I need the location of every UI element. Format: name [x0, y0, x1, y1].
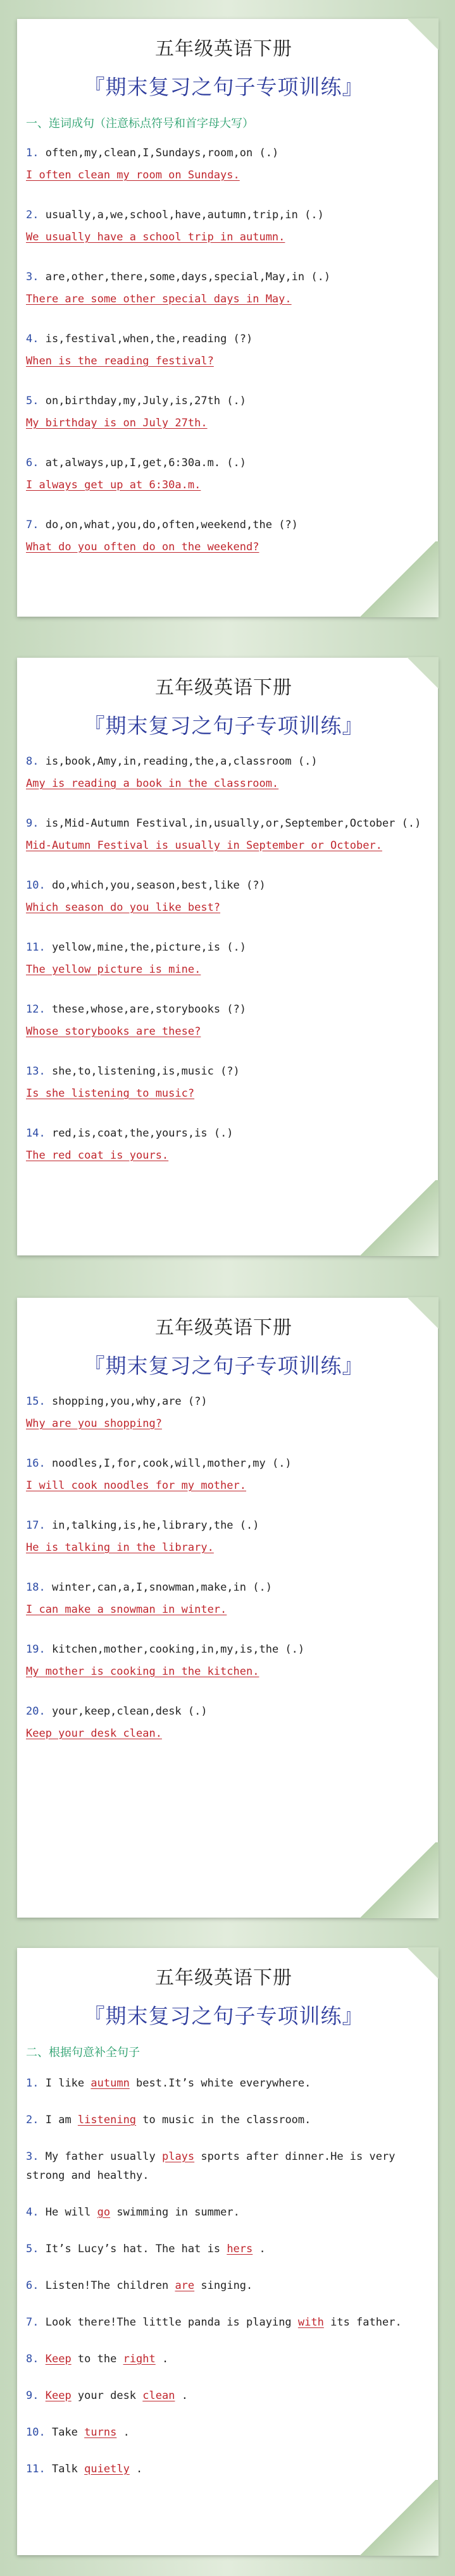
filled-word: quietly [84, 2463, 130, 2475]
question-words [26, 331, 421, 348]
answer-sentence: Keep your desk clean. [26, 1727, 162, 1740]
question-words [26, 207, 421, 224]
question-words [26, 939, 421, 956]
page-title: 五年级英语下册 [155, 1317, 292, 1339]
question-number: 3. [26, 271, 39, 283]
filled-word: plays [161, 2150, 195, 2163]
fill-in-item [26, 2276, 421, 2295]
scrambled-words: do,on,what,you,do,often,weekend,the (?) [45, 519, 298, 531]
scrambled-words: at,always,up,I,get,6:30a.m. (.) [45, 457, 247, 469]
question-words [26, 1579, 421, 1596]
page-subtitle: 『期末复习之句子专项训练』 [84, 713, 364, 738]
answer-sentence: I often clean my room on Sundays. [26, 169, 240, 182]
question-words [26, 393, 421, 410]
fill-in-item [26, 2313, 421, 2332]
sentence-after: . [116, 2426, 130, 2439]
answer-sentence: Amy is reading a book in the classroom. [26, 777, 279, 790]
question-item [26, 455, 421, 494]
question-number: 11. [26, 941, 46, 954]
fill-in-item [26, 2350, 421, 2369]
question-number: 15. [26, 1395, 46, 1408]
scrambled-words: is,festival,when,the,reading (?) [45, 333, 253, 345]
filled-word: Keep [45, 2389, 72, 2402]
answer-sentence: I can make a snowman in winter. [26, 1603, 227, 1616]
answer-sentence: The red coat is yours. [26, 1149, 169, 1162]
page-subtitle: 『期末复习之句子专项训练』 [84, 2004, 364, 2028]
sentence-before: Take [51, 2426, 85, 2439]
filled-word-2: right [123, 2353, 156, 2365]
question-item [26, 517, 421, 556]
scrambled-words: is,book,Amy,in,reading,the,a,classroom (.) [45, 755, 318, 768]
question-words [26, 1641, 421, 1658]
question-number: 12. [26, 1003, 46, 1016]
worksheet-page-3 [17, 1298, 438, 1918]
fill-in-item [26, 2423, 421, 2442]
question-item [26, 331, 421, 370]
question-item [26, 815, 421, 854]
question-number: 4. [26, 2206, 39, 2219]
scrambled-words: usually,a,we,school,have,autumn,trip,in (.) [45, 209, 324, 221]
question-item [26, 207, 421, 246]
scrambled-words: she,to,listening,is,music (?) [51, 1065, 240, 1078]
sentence-after: . [175, 2389, 188, 2402]
question-words [26, 269, 421, 286]
scrambled-words: shopping,you,why,are (?) [51, 1395, 208, 1408]
question-number: 2. [26, 2114, 39, 2126]
question-item [26, 1517, 421, 1556]
section-1-heading: 一、连词成句（注意标点符号和首字母大写） [26, 117, 254, 130]
sentence-after: . [129, 2463, 143, 2475]
answer-sentence: The yellow picture is mine. [26, 963, 201, 976]
question-number: 7. [26, 519, 39, 531]
sentence-before: Talk [51, 2463, 85, 2475]
question-item [26, 1641, 421, 1680]
question-item [26, 145, 421, 184]
sentence-after: . [252, 2243, 266, 2255]
answer-sentence: Is she listening to music? [26, 1087, 195, 1100]
sentence-middle: your desk [71, 2389, 143, 2402]
answer-sentence: There are some other special days in May. [26, 293, 292, 305]
filled-word: turns [84, 2426, 117, 2439]
question-number: 6. [26, 457, 39, 469]
answer-sentence: Mid-Autumn Festival is usually in September or October. [26, 839, 382, 852]
scrambled-words: do,which,you,season,best,like (?) [51, 879, 266, 892]
question-item [26, 1703, 421, 1742]
filled-word: autumn [90, 2077, 130, 2090]
question-words [26, 753, 421, 770]
fill-in-list [26, 2074, 421, 2479]
worksheet-page-4 [17, 1948, 438, 2555]
question-number: 5. [26, 2243, 39, 2255]
question-number: 17. [26, 1519, 46, 1532]
page-subtitle: 『期末复习之句子专项训练』 [84, 75, 364, 99]
question-words [26, 1703, 421, 1720]
fill-in-item [26, 2460, 421, 2479]
question-number: 14. [26, 1127, 46, 1140]
question-words [26, 1001, 421, 1018]
question-item [26, 1393, 421, 1433]
sentence-before: Listen!The children [45, 2279, 175, 2292]
filled-word: with [297, 2316, 324, 2329]
question-item [26, 753, 421, 792]
question-item [26, 877, 421, 916]
question-words [26, 815, 421, 832]
answer-sentence: When is the reading festival? [26, 355, 214, 367]
sentence-before: I am [45, 2114, 78, 2126]
question-item [26, 393, 421, 432]
question-words [26, 1517, 421, 1534]
question-number: 10. [26, 879, 46, 892]
question-words [26, 1455, 421, 1472]
scrambled-words: noodles,I,for,cook,will,mother,my (.) [51, 1457, 292, 1470]
fill-in-item [26, 2240, 421, 2259]
sentence-after: to music in the classroom. [136, 2114, 311, 2126]
scrambled-words: winter,can,a,I,snowman,make,in (.) [51, 1581, 272, 1594]
question-number: 7. [26, 2316, 39, 2329]
fill-in-item [26, 2203, 421, 2222]
question-words [26, 145, 421, 162]
sentence-after: sports after dinner.He is very strong and healthy. [26, 2150, 396, 2182]
question-number: 8. [26, 2353, 39, 2365]
question-number: 11. [26, 2463, 46, 2475]
sentence-before: My father usually [45, 2150, 162, 2163]
answer-sentence: He is talking in the library. [26, 1541, 214, 1554]
section-2-heading: 二、根据句意补全句子 [26, 2046, 140, 2059]
page-title: 五年级英语下册 [155, 677, 292, 699]
question-number: 19. [26, 1643, 46, 1656]
question-number: 1. [26, 2077, 39, 2090]
sentence-before: He will [45, 2206, 97, 2219]
answer-sentence: What do you often do on the weekend? [26, 541, 259, 553]
sentence-middle: to the [71, 2353, 123, 2365]
fill-in-item [26, 2147, 421, 2185]
question-number: 13. [26, 1065, 46, 1078]
scrambled-words: in,talking,is,he,library,the (.) [51, 1519, 259, 1532]
answer-sentence: Why are you shopping? [26, 1417, 162, 1430]
filled-word: hers [227, 2243, 253, 2255]
question-item [26, 939, 421, 978]
question-item [26, 269, 421, 308]
scrambled-words: is,Mid-Autumn Festival,in,usually,or,September,October (.) [45, 817, 421, 830]
scrambled-words: are,other,there,some,days,special,May,in (.) [45, 271, 331, 283]
answer-sentence: Which season do you like best? [26, 901, 221, 914]
question-number: 10. [26, 2426, 46, 2439]
answer-sentence: I will cook noodles for my mother. [26, 1479, 246, 1492]
scrambled-words: kitchen,mother,cooking,in,my,is,the (.) [51, 1643, 305, 1656]
answer-sentence: My mother is cooking in the kitchen. [26, 1665, 259, 1678]
question-number: 6. [26, 2279, 39, 2292]
question-number: 8. [26, 755, 39, 768]
sentence-after: best.It’s white everywhere. [129, 2077, 311, 2090]
sentence-before: It’s Lucy’s hat. The hat is [45, 2243, 227, 2255]
sentence-after: swimming in summer. [110, 2206, 240, 2219]
answer-sentence: My birthday is on July 27th. [26, 417, 208, 429]
question-words [26, 1063, 421, 1080]
filled-word: listening [77, 2114, 137, 2126]
question-words [26, 877, 421, 894]
fill-in-item [26, 2074, 421, 2093]
sentence-before: Look there!The little panda is playing [45, 2316, 298, 2329]
page-subtitle: 『期末复习之句子专项训练』 [84, 1353, 364, 1378]
question-number: 9. [26, 2389, 39, 2402]
question-number: 4. [26, 333, 39, 345]
question-words [26, 455, 421, 472]
question-number: 18. [26, 1581, 46, 1594]
filled-word: Keep [45, 2353, 72, 2365]
question-list [26, 145, 421, 556]
question-number: 3. [26, 2150, 39, 2163]
question-number: 2. [26, 209, 39, 221]
question-item [26, 1001, 421, 1040]
scrambled-words: often,my,clean,I,Sundays,room,on (.) [45, 147, 279, 159]
question-number: 16. [26, 1457, 46, 1470]
worksheet-page-1 [17, 19, 438, 617]
filled-word-2: clean [142, 2389, 175, 2402]
question-words [26, 517, 421, 534]
worksheet-page-2 [17, 658, 438, 1255]
sentence-after: . [155, 2353, 169, 2365]
scrambled-words: your,keep,clean,desk (.) [51, 1705, 208, 1718]
answer-sentence: Whose storybooks are these? [26, 1025, 201, 1038]
question-item [26, 1579, 421, 1618]
question-words [26, 1393, 421, 1410]
question-number: 1. [26, 147, 39, 159]
question-words [26, 1125, 421, 1142]
sentence-after: its father. [323, 2316, 402, 2329]
fill-in-item [26, 2111, 421, 2129]
scrambled-words: these,whose,are,storybooks (?) [51, 1003, 247, 1016]
question-number: 9. [26, 817, 39, 830]
question-list [26, 1393, 421, 1742]
question-item [26, 1455, 421, 1494]
sentence-after: singing. [194, 2279, 253, 2292]
question-list [26, 753, 421, 1164]
question-number: 5. [26, 395, 39, 407]
scrambled-words: red,is,coat,the,yours,is (.) [51, 1127, 234, 1140]
sentence-before: I like [45, 2077, 91, 2090]
page-title: 五年级英语下册 [155, 38, 292, 60]
answer-sentence: We usually have a school trip in autumn. [26, 231, 285, 243]
scrambled-words: yellow,mine,the,picture,is (.) [51, 941, 247, 954]
question-number: 20. [26, 1705, 46, 1718]
question-item [26, 1063, 421, 1102]
answer-sentence: I always get up at 6:30a.m. [26, 479, 201, 491]
page-title: 五年级英语下册 [155, 1967, 292, 1989]
question-item [26, 1125, 421, 1164]
filled-word: go [97, 2206, 111, 2219]
fill-in-item [26, 2386, 421, 2405]
filled-word: are [175, 2279, 195, 2292]
scrambled-words: on,birthday,my,July,is,27th (.) [45, 395, 247, 407]
